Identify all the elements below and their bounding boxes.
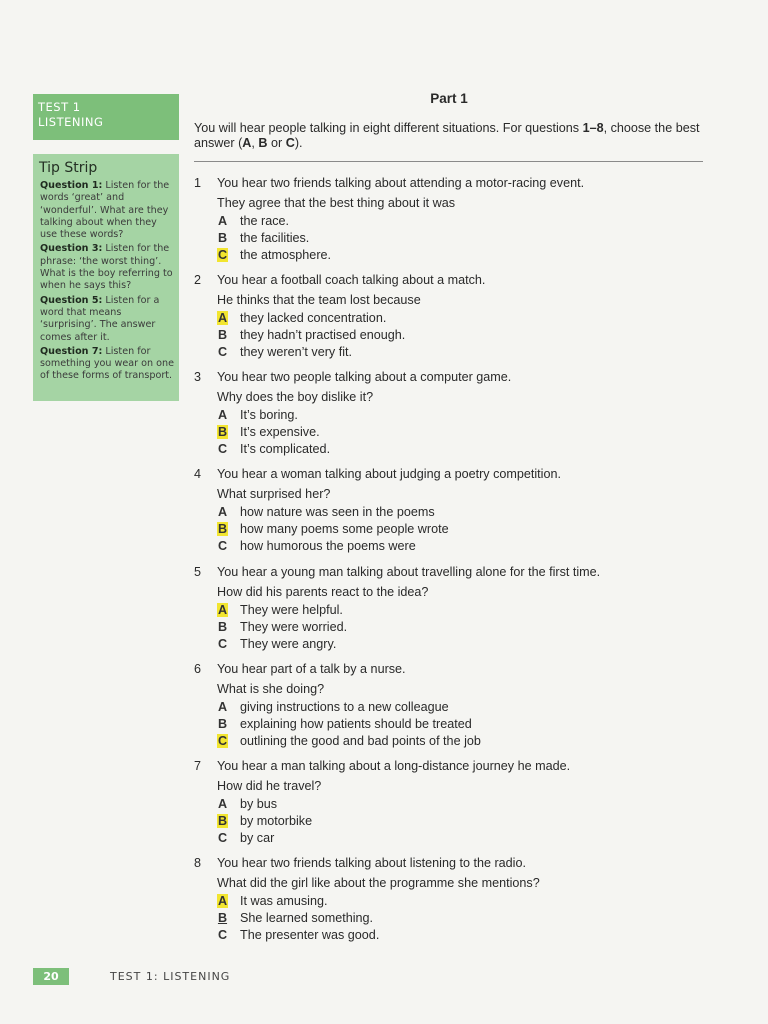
option-letter: A [217,408,228,422]
option-letter: A [217,797,228,811]
option-text: They were angry. [240,637,337,651]
question-number: 5 [194,565,202,579]
question-stem: You hear a man talking about a long-distance journey he made. [217,759,571,773]
tip-item [33,346,179,383]
option-letter: C [217,928,228,942]
option-text: they weren’t very fit. [240,345,352,359]
footer-label: TEST 1: LISTENING [110,970,231,983]
question-number: 6 [194,662,202,676]
option-letter: B [217,522,228,536]
question-number: 1 [194,176,202,190]
question-prompt: They agree that the best thing about it was [217,196,456,210]
option-text: by motorbike [240,814,313,828]
question-stem: You hear part of a talk by a nurse. [217,662,406,676]
question-stem: You hear a woman talking about judging a poetry competition. [217,467,561,481]
option-letter: A [217,700,228,714]
question-stem: You hear a football coach talking about a match. [217,273,486,287]
question-stem: You hear two people talking about a computer game. [217,370,512,384]
option-text: how nature was seen in the poems [240,505,435,519]
page-number-badge: 20 [33,968,69,985]
option-text: outlining the good and bad points of the job [240,734,481,748]
question-prompt: How did his parents react to the idea? [217,585,429,599]
instructions: You will hear people talking in eight different situations. For questions 1–8, choose the best answer (A, B or C). [194,121,700,150]
question-number: 8 [194,856,202,870]
option-text: how many poems some people wrote [240,522,449,536]
option-text: the atmosphere. [240,248,332,262]
option-text: The presenter was good. [240,928,380,942]
tip-question-label: Question 5: [40,294,103,306]
option-letter: A [217,214,228,228]
option-letter: A [217,505,228,519]
option-letter: C [217,637,228,651]
part-title: Part 1 [430,91,468,106]
question-number: 3 [194,370,202,384]
option-letter: B [217,231,228,245]
option-letter: C [217,248,228,262]
tip-strip-box [33,154,179,401]
tip-question-label: Question 7: [40,345,103,357]
option-letter: B [217,911,228,925]
option-text: It’s expensive. [240,425,320,439]
option-letter: C [217,734,228,748]
option-letter: C [217,442,228,456]
option-letter: A [217,894,228,908]
option-text: they hadn’t practised enough. [240,328,406,342]
option-text: the race. [240,214,290,228]
option-text: by car [240,831,275,845]
tip-item [33,180,179,241]
option-letter: B [217,717,228,731]
option-letter: B [217,425,228,439]
option-text: They were worried. [240,620,348,634]
option-text: It’s complicated. [240,442,331,456]
option-text: they lacked concentration. [240,311,387,325]
question-prompt: What is she doing? [217,682,325,696]
option-text: explaining how patients should be treated [240,717,472,731]
section-label: LISTENING [38,115,104,129]
question-stem: You hear a young man talking about travelling alone for the first time. [217,565,601,579]
option-text: giving instructions to a new colleague [240,700,449,714]
question-prompt: How did he travel? [217,779,322,793]
tip-text: Listen for something you wear on one of these forms of transport. [40,345,174,382]
option-letter: B [217,620,228,634]
divider [194,161,703,162]
question-prompt: What did the girl like about the programme she mentions? [217,876,540,890]
option-letter: C [217,831,228,845]
test-label: TEST 1 [38,100,81,114]
option-text: It’s boring. [240,408,298,422]
question-prompt: What surprised her? [217,487,331,501]
question-number: 2 [194,273,202,287]
option-letter: C [217,539,228,553]
tip-strip-title: Tip Strip [39,160,98,176]
tip-question-label: Question 3: [40,243,103,255]
question-number: 7 [194,759,202,773]
option-text: It was amusing. [240,894,328,908]
question-prompt: He thinks that the team lost because [217,293,421,307]
option-text: by bus [240,797,278,811]
option-text: the facilities. [240,231,310,245]
option-letter: B [217,328,228,342]
question-stem: You hear two friends talking about listening to the radio. [217,856,526,870]
question-prompt: Why does the boy dislike it? [217,390,374,404]
tip-text: Listen for the phrase: ‘the worst thing’. What is the boy referring to when he says this? [40,243,173,292]
tip-question-label: Question 1: [40,180,103,191]
tip-text: Listen for a word that means ‘surprising’. The answer comes after it. [40,294,160,343]
tip-text: Listen for the words ‘great’ and ‘wonderful’. What are they talking about when they use these words? [40,180,170,241]
option-letter: C [217,345,228,359]
option-text: She learned something. [240,911,374,925]
question-number: 4 [194,467,202,481]
option-letter: A [217,311,228,325]
tip-item [33,295,179,344]
option-text: They were helpful. [240,603,343,617]
question-stem: You hear two friends talking about attending a motor-racing event. [217,176,585,190]
option-letter: B [217,814,228,828]
tip-item [33,243,179,292]
option-letter: A [217,603,228,617]
option-text: how humorous the poems were [240,539,416,553]
